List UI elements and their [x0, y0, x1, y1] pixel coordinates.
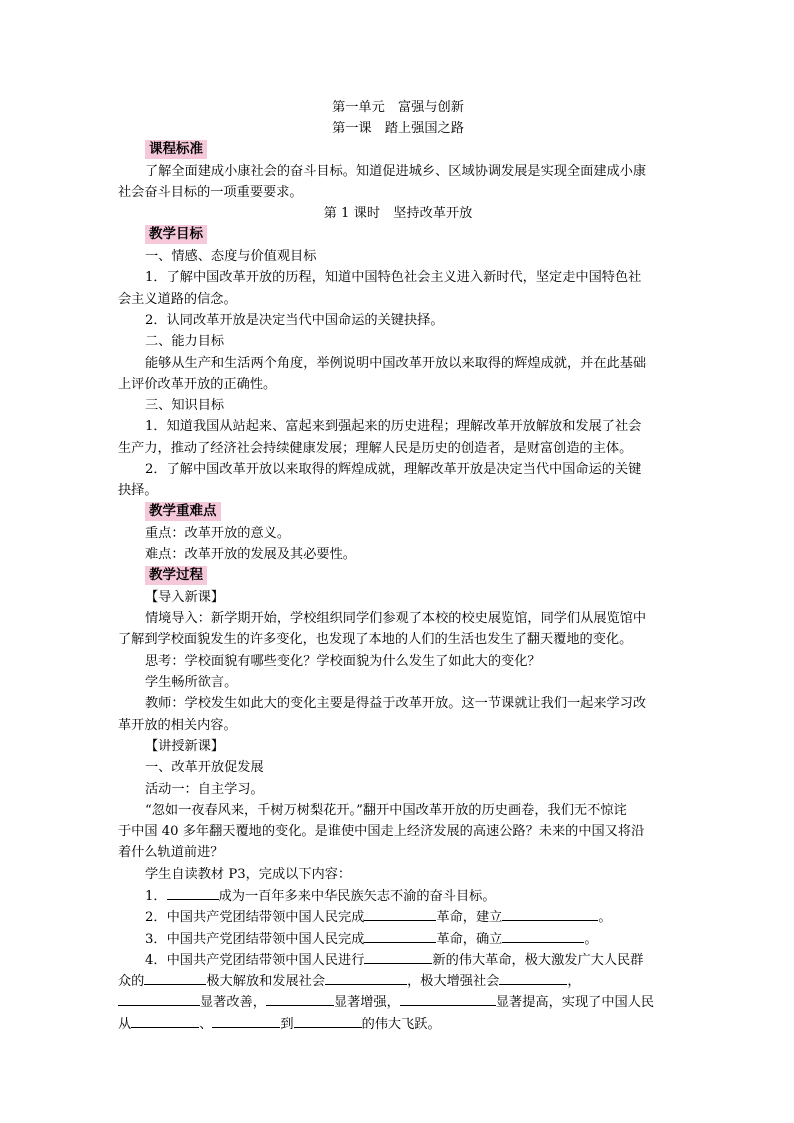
goal-heading: 三、知识目标: [145, 398, 225, 414]
standard-text-line: 了解全面建成小康社会的奋斗目标。知道促进城乡、区域协调发展是实现全面建成小康: [145, 163, 647, 179]
goal-text: 1．知道我国从站起来、富起来到强起来的历史进程；理解改革开放解放和发展了社会: [145, 419, 642, 435]
process-text: 情境导入：新学期开始，学校组织同学们参观了本校的校史展览馆，同学们从展览馆中: [145, 611, 647, 627]
exercise-item-4-cont: 显著改善， 显著增强， 显著提高，实现了中国人民: [118, 991, 678, 1012]
fill-blank[interactable]: [364, 928, 436, 943]
fill-blank[interactable]: [118, 991, 200, 1006]
fill-blank[interactable]: [131, 1013, 199, 1028]
process-text: 教师：学校发生如此大的变化主要是得益于改革开放。这一节课就让我们一起来学习改: [145, 696, 647, 712]
process-text: “忽如一夜春风来，千树万树梨花开。”翻开中国改革开放的历史画卷，我们无不惊诧: [145, 802, 627, 818]
process-text: 学生畅所欲言。: [145, 675, 238, 691]
unit-title: 第一单元 富强与创新: [332, 100, 464, 115]
fill-blank[interactable]: [212, 1013, 280, 1028]
goal-text: 2．了解中国改革开放以来取得的辉煌成就，理解改革开放是决定当代中国命运的关键: [145, 462, 642, 478]
intro-heading: 【导入新课】: [145, 589, 225, 605]
exercise-item-2: 2．中国共产党团结带领中国人民完成 革命，建立 。: [118, 906, 678, 927]
fill-blank[interactable]: [499, 970, 567, 985]
key-focus: 重点：改革开放的意义。: [145, 525, 291, 541]
fill-blank[interactable]: [502, 906, 598, 921]
exercise-item-3: 3．中国共产党团结带领中国人民完成 革命，确立 。: [118, 928, 678, 949]
section-badge-key-points: 教学重难点: [145, 502, 221, 521]
section-badge-standard: 课程标准: [145, 140, 207, 159]
exercise-item-1: 1． 成为一百年多来中华民族矢志不渝的奋斗目标。: [118, 885, 678, 906]
process-text: 思考：学校面貌有哪些变化？学校面貌为什么发生了如此大的变化？: [145, 653, 541, 669]
exercise-item-4-cont: 众的 极大解放和发展社会 ，极大增强社会 ，: [118, 970, 678, 991]
period-title: 第 1 课时 坚持改革开放: [323, 206, 473, 222]
goal-text: 1．了解中国改革开放的历程，知道中国特色社会主义进入新时代，坚定走中国特色社: [145, 270, 642, 286]
document-body: [118, 97, 678, 1034]
fill-blank[interactable]: [364, 949, 432, 964]
process-text: 学生自读教材 P3，完成以下内容：: [145, 866, 352, 882]
fill-blank[interactable]: [167, 885, 219, 900]
process-text: 革开放的相关内容。: [118, 717, 237, 733]
key-difficulty: 难点：改革开放的发展及其必要性。: [145, 547, 356, 563]
goal-heading: 二、能力目标: [145, 334, 225, 350]
goal-text: 2．认同改革开放是决定当代中国命运的关键抉择。: [145, 312, 444, 328]
goal-heading: 一、情感、态度与价值观目标: [145, 249, 317, 265]
process-text: 于中国 40 多年翻天覆地的变化。是谁使中国走上经济发展的高速公路？未来的中国又将沿: [118, 824, 645, 840]
fill-blank[interactable]: [400, 991, 496, 1006]
goal-text: 能够从生产和生活两个角度，举例说明中国改革开放以来取得的辉煌成就，并在此基础: [145, 355, 647, 371]
section-badge-goals: 教学目标: [145, 225, 207, 244]
standard-text-line: 社会奋斗目标的一项重要要求。: [118, 185, 303, 201]
goal-text: 上评价改革开放的正确性。: [118, 376, 277, 392]
fill-blank[interactable]: [144, 970, 206, 985]
process-text: 了解到学校面貌发生的许多变化，也发现了本地的人们的生活也发生了翻天覆地的变化。: [118, 632, 633, 648]
fill-blank[interactable]: [294, 1013, 362, 1028]
section-badge-process: 教学过程: [145, 566, 207, 585]
goal-text: 生产力，推动了经济社会持续健康发展；理解人民是历史的创造者，是财富创造的主体。: [118, 440, 633, 456]
fill-blank[interactable]: [502, 928, 584, 943]
lesson-title: 第一课 踏上强国之路: [332, 121, 464, 137]
fill-blank[interactable]: [266, 991, 334, 1006]
exercise-item-4-cont: 从 、 到 的伟大飞跃。: [118, 1013, 678, 1034]
exercise-item-4: 4．中国共产党团结带领中国人民进行 新的伟大革命，极大激发广大人民群: [118, 949, 678, 970]
goal-text: 会主义道路的信念。: [118, 291, 237, 307]
process-text: 活动一：自主学习。: [145, 781, 264, 797]
fill-blank[interactable]: [325, 970, 407, 985]
new-lesson-heading: 【讲授新课】: [145, 738, 225, 754]
goal-text: 抉择。: [118, 483, 158, 499]
fill-blank[interactable]: [364, 906, 436, 921]
subsection-heading: 一、改革开放促发展: [145, 760, 264, 776]
process-text: 着什么轨道前进？: [118, 845, 224, 861]
